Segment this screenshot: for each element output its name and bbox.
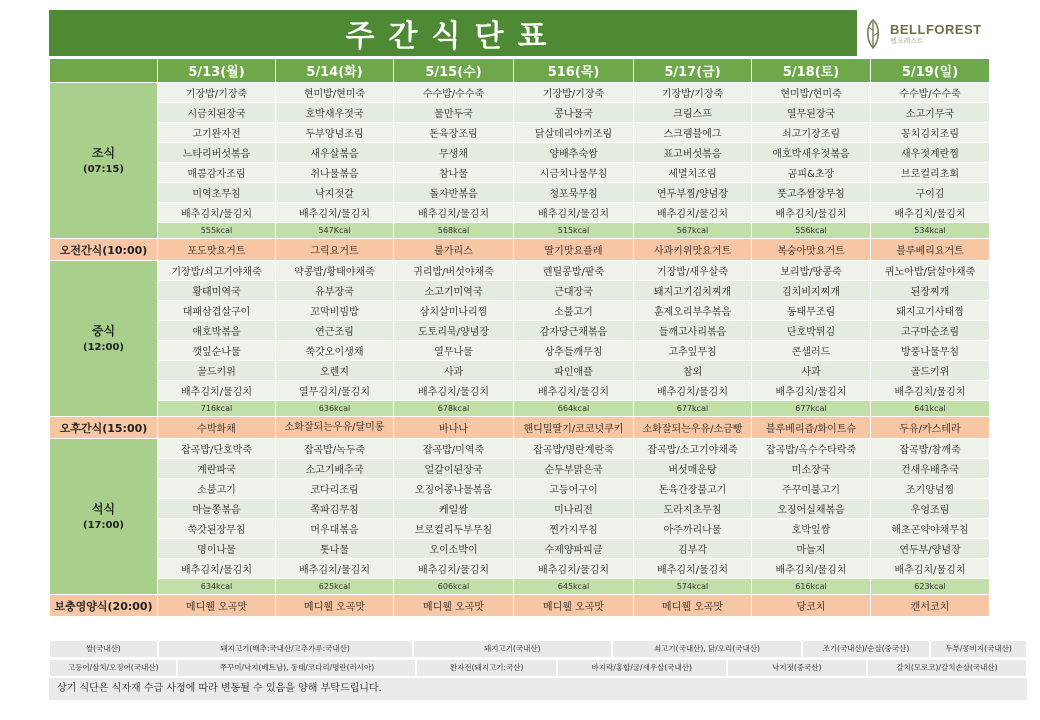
menu-cell: 배추김치/물김치 [871, 381, 990, 401]
menu-cell: 배추김치/물김치 [634, 203, 752, 223]
menu-cell: 수제양파피클 [514, 539, 634, 559]
day-header: 5/19(일) [871, 59, 990, 83]
menu-cell: 두부양념조림 [276, 123, 394, 143]
menu-cell: 마늘쫑볶음 [158, 499, 276, 519]
am_snack-row [50, 239, 990, 261]
menu-cell: 배추김치/물김치 [752, 381, 871, 401]
snack-cell: 바나나 [394, 417, 514, 439]
menu-cell: 계란파국 [158, 459, 276, 479]
menu-cell: 돌자반볶음 [394, 183, 514, 203]
snack-cell: 소화잘되는우유/소금빵 [634, 417, 752, 439]
snack-cell: 캔서코치 [871, 595, 990, 617]
supplement-label: 보충영양식(20:00) [50, 595, 158, 617]
menu-cell: 삼치살미나리찜 [394, 301, 514, 321]
menu-cell: 연두부찜/양념장 [634, 183, 752, 203]
snack-cell: 메디웰 오곡맛 [634, 595, 752, 617]
menu-cell: 열무김치/물김치 [276, 381, 394, 401]
menu-cell: 호박잎쌈 [752, 519, 871, 539]
brand-name: BELLFOREST [890, 22, 982, 37]
brand-subtitle: 벨포레스트 [890, 37, 924, 45]
menu-cell: 렌틸콩밥/팥죽 [514, 261, 634, 281]
menu-cell: 아주까리나물 [634, 519, 752, 539]
menu-cell: 도토리묵/양념장 [394, 321, 514, 341]
menu-cell: 스크램블에그 [634, 123, 752, 143]
menu-cell: 현미밥/현미죽 [276, 83, 394, 103]
menu-row [50, 103, 990, 123]
menu-cell: 잡곡밥/단호박죽 [158, 439, 276, 459]
kcal-cell: 616kcal [752, 579, 871, 595]
menu-cell: 배추김치/물김치 [514, 559, 634, 579]
snack-cell: 블루베리요거트 [871, 239, 990, 261]
menu-cell: 배추김치/물김치 [871, 559, 990, 579]
am_snack-label: 오전간식(10:00) [50, 239, 158, 261]
menu-cell: 코다리조림 [276, 479, 394, 499]
menu-cell: 수수밥/수수죽 [871, 83, 990, 103]
menu-cell: 새우살볶음 [276, 143, 394, 163]
menu-cell: 오징어콩나물볶음 [394, 479, 514, 499]
menu-cell: 감자당근채볶음 [514, 321, 634, 341]
origin-item: 쭈꾸미/낙지(베트남), 동태/코다리/명란(러시아) [177, 659, 416, 677]
snack-cell: 두유/카스테라 [871, 417, 990, 439]
menu-cell: 사과 [752, 361, 871, 381]
kcal-cell: 641kcal [871, 401, 990, 417]
menu-cell: 파인애플 [514, 361, 634, 381]
menu-cell: 소불고기 [514, 301, 634, 321]
brand-logo [862, 14, 992, 54]
origin-item: 쌀(국내산) [49, 640, 158, 658]
pm_snack-row [50, 417, 990, 439]
menu-cell: 배추김치/물김치 [634, 559, 752, 579]
menu-cell: 구이김 [871, 183, 990, 203]
kcal-cell: 574kcal [634, 579, 752, 595]
snack-cell: 불가리스 [394, 239, 514, 261]
menu-row [50, 143, 990, 163]
kcal-cell: 716kcal [158, 401, 276, 417]
menu-row [50, 183, 990, 203]
day-header: 5/15(수) [394, 59, 514, 83]
origin-item: 낙지젓(중국산) [727, 659, 867, 677]
menu-cell: 잡곡밥/소고기야채죽 [634, 439, 752, 459]
menu-cell: 느타리버섯볶음 [158, 143, 276, 163]
meal-name: 중식 [91, 324, 116, 338]
menu-cell: 기장밥/기장죽 [514, 83, 634, 103]
snack-cell: 그릭요거트 [276, 239, 394, 261]
menu-cell: 표고버섯볶음 [634, 143, 752, 163]
menu-cell: 케일쌈 [394, 499, 514, 519]
snack-cell: 블루베리즙/화이트슈 [752, 417, 871, 439]
menu-cell: 오징어실채볶음 [752, 499, 871, 519]
menu-cell: 오이소박이 [394, 539, 514, 559]
pm_snack-label: 오후간식(15:00) [50, 417, 158, 439]
menu-cell: 기장밥/쇠고기야채죽 [158, 261, 276, 281]
menu-cell: 배추김치/물김치 [394, 381, 514, 401]
menu-cell: 곰피&초장 [752, 163, 871, 183]
menu-cell: 명이나물 [158, 539, 276, 559]
snack-cell: 소화잘되는우유/달미롱 [276, 417, 394, 439]
menu-cell: 현미밥/현미죽 [752, 83, 871, 103]
menu-cell: 배추김치/물김치 [871, 203, 990, 223]
header-row [50, 59, 990, 83]
menu-cell: 사과 [394, 361, 514, 381]
menu-cell: 잡곡밥/미역죽 [394, 439, 514, 459]
menu-cell: 새우젓계란찜 [871, 143, 990, 163]
kcal-cell: 636kcal [276, 401, 394, 417]
supplement-row [50, 595, 990, 617]
menu-cell: 양배추숙쌈 [514, 143, 634, 163]
menu-cell: 시금치나물무침 [514, 163, 634, 183]
kcal-cell: 625kcal [276, 579, 394, 595]
menu-row [50, 83, 990, 103]
menu-cell: 주꾸미불고기 [752, 479, 871, 499]
origin-item: 돼지고기(배추:국내산/고추가루:국내산) [158, 640, 413, 658]
menu-row [50, 321, 990, 341]
menu-cell: 배추김치/물김치 [158, 203, 276, 223]
menu-cell: 잡곡밥/녹두죽 [276, 439, 394, 459]
menu-row [50, 123, 990, 143]
menu-cell: 소불고기 [158, 479, 276, 499]
day-header: 5/13(월) [158, 59, 276, 83]
snack-cell: 메디웰 오곡맛 [158, 595, 276, 617]
meal-time: (12:00) [83, 342, 124, 353]
menu-cell: 버섯매운탕 [634, 459, 752, 479]
menu-cell: 배추김치/물김치 [752, 559, 871, 579]
menu-row [50, 439, 990, 459]
menu-cell: 배추김치/물김치 [276, 203, 394, 223]
kcal-cell: 645kcal [514, 579, 634, 595]
snack-cell: 딸기맛요플레 [514, 239, 634, 261]
origin-item: 완자전(돼지고기:국산) [416, 659, 556, 677]
menu-cell: 고등어구이 [514, 479, 634, 499]
menu-cell: 건새우배추국 [871, 459, 990, 479]
menu-cell: 근대장국 [514, 281, 634, 301]
menu-cell: 황태미역국 [158, 281, 276, 301]
meal-name: 조식 [91, 146, 116, 160]
leaf-logo-icon [862, 18, 884, 50]
menu-row [50, 301, 990, 321]
menu-cell: 대패삼겹살구이 [158, 301, 276, 321]
snack-cell: 수박화채 [158, 417, 276, 439]
lunch-label-cell [50, 261, 158, 417]
snack-cell: 복숭아맛요거트 [752, 239, 871, 261]
menu-cell: 꽁치김치조림 [871, 123, 990, 143]
menu-cell: 애호박볶음 [158, 321, 276, 341]
menu-cell: 낙지젓갈 [276, 183, 394, 203]
day-header: 5/14(화) [276, 59, 394, 83]
day-header: 5/17(금) [634, 59, 752, 83]
menu-cell: 고추잎무침 [634, 341, 752, 361]
menu-cell: 배추김치/물김치 [276, 559, 394, 579]
origin-item: 조기(국내산)/순살(중국산) [802, 640, 930, 658]
menu-row [50, 203, 990, 223]
snack-cell: 당코치 [752, 595, 871, 617]
menu-cell: 쪽파김무침 [276, 499, 394, 519]
origin-item: 돼지고기(국내산) [413, 640, 613, 658]
menu-cell: 배추김치/물김치 [514, 381, 634, 401]
menu-cell: 미나리전 [514, 499, 634, 519]
menu-row [50, 163, 990, 183]
snack-cell: 핸디밀딸기/코코넛쿠키 [514, 417, 634, 439]
kcal-cell: 567kcal [634, 223, 752, 239]
menu-cell: 오렌지 [276, 361, 394, 381]
menu-cell: 동태무조림 [752, 301, 871, 321]
header-corner [50, 59, 158, 83]
kcal-cell: 534kcal [871, 223, 990, 239]
menu-cell: 얼갈이된장국 [394, 459, 514, 479]
menu-row [50, 559, 990, 579]
menu-row [50, 281, 990, 301]
menu-cell: 무생채 [394, 143, 514, 163]
menu-cell: 배추김치/물김치 [394, 559, 514, 579]
menu-cell: 기장밥/새우살죽 [634, 261, 752, 281]
snack-cell: 메디웰 오곡맛 [394, 595, 514, 617]
menu-cell: 배추김치/물김치 [514, 203, 634, 223]
menu-cell: 열무된장국 [752, 103, 871, 123]
meal-time: (07:15) [83, 164, 124, 175]
menu-row [50, 539, 990, 559]
menu-cell: 마늘지 [752, 539, 871, 559]
menu-cell: 쑥갓오이생채 [276, 341, 394, 361]
menu-cell: 애호박새우젓볶음 [752, 143, 871, 163]
kcal-row [50, 579, 990, 595]
kcal-cell: 677kcal [634, 401, 752, 417]
snack-cell: 메디웰 오곡맛 [276, 595, 394, 617]
origin-info-row [49, 659, 1027, 677]
menu-cell: 우엉조림 [871, 499, 990, 519]
menu-cell: 김치비지찌개 [752, 281, 871, 301]
kcal-cell: 515kcal [514, 223, 634, 239]
menu-cell: 찐가지무침 [514, 519, 634, 539]
menu-cell: 크림스프 [634, 103, 752, 123]
menu-cell: 돼지고기사태찜 [871, 301, 990, 321]
menu-cell: 약콩밥/황태야채죽 [276, 261, 394, 281]
menu-cell: 된장찌개 [871, 281, 990, 301]
menu-cell: 상추들깨무침 [514, 341, 634, 361]
day-header: 5/18(토) [752, 59, 871, 83]
menu-cell: 배추김치/물김치 [394, 203, 514, 223]
menu-cell: 해초곤약야채무침 [871, 519, 990, 539]
menu-cell: 귀리밥/버섯야채죽 [394, 261, 514, 281]
menu-row [50, 361, 990, 381]
menu-cell: 참나물 [394, 163, 514, 183]
kcal-cell: 634kcal [158, 579, 276, 595]
origin-item: 두부/콩비지(국내산) [930, 640, 1027, 658]
menu-cell: 머우대볶음 [276, 519, 394, 539]
menu-cell: 열무나물 [394, 341, 514, 361]
day-header: 516(목) [514, 59, 634, 83]
menu-cell: 김부각 [634, 539, 752, 559]
menu-cell: 배추김치/물김치 [158, 559, 276, 579]
menu-cell: 잡곡밥/명란계란죽 [514, 439, 634, 459]
menu-cell: 호박새우젓국 [276, 103, 394, 123]
menu-cell: 연두부/양념장 [871, 539, 990, 559]
menu-row [50, 499, 990, 519]
snack-cell: 포도맛요거트 [158, 239, 276, 261]
menu-row [50, 341, 990, 361]
kcal-cell: 547Kcal [276, 223, 394, 239]
origin-item: 쇠고기(국내산), 닭/오리(국내산) [612, 640, 802, 658]
menu-cell: 깻잎순나물 [158, 341, 276, 361]
menu-cell: 돼지고기김치찌개 [634, 281, 752, 301]
menu-cell: 도라지초무침 [634, 499, 752, 519]
menu-row [50, 519, 990, 539]
menu-row [50, 261, 990, 281]
menu-cell: 콘샐러드 [752, 341, 871, 361]
menu-row [50, 459, 990, 479]
menu-cell: 꼬막비빔밥 [276, 301, 394, 321]
menu-cell: 브로컬리두부무침 [394, 519, 514, 539]
menu-cell: 연근조림 [276, 321, 394, 341]
menu-cell: 물만두국 [394, 103, 514, 123]
menu-cell: 세멸치조림 [634, 163, 752, 183]
menu-cell: 시금치된장국 [158, 103, 276, 123]
menu-cell: 닭살데리야끼조림 [514, 123, 634, 143]
menu-row [50, 479, 990, 499]
menu-cell: 매콤감자조림 [158, 163, 276, 183]
origin-item: 고등어/삼치/오징어(국내산) [49, 659, 177, 677]
menu-cell: 콩나물국 [514, 103, 634, 123]
menu-cell: 쇠고기장조림 [752, 123, 871, 143]
menu-cell: 풋고추쌈장무침 [752, 183, 871, 203]
menu-cell: 취나물볶음 [276, 163, 394, 183]
menu-cell: 돈육장조림 [394, 123, 514, 143]
menu-cell: 소고기배추국 [276, 459, 394, 479]
kcal-cell: 555kcal [158, 223, 276, 239]
footnote: 상기 식단은 식자재 수급 사정에 따라 변동될 수 있음을 양해 부탁드립니다. [49, 678, 1027, 700]
menu-cell: 미소장국 [752, 459, 871, 479]
menu-cell: 훈제오리부추볶음 [634, 301, 752, 321]
menu-cell: 고기완자전 [158, 123, 276, 143]
menu-cell: 수수밥/수수죽 [394, 83, 514, 103]
kcal-cell: 606kcal [394, 579, 514, 595]
menu-cell: 보리밥/땅콩죽 [752, 261, 871, 281]
snack-cell: 사과키위맛요거트 [634, 239, 752, 261]
menu-cell: 방풍나물무침 [871, 341, 990, 361]
weekly-menu-table [49, 58, 990, 617]
origin-item: 갈치(모로코)/갈치손살(국내산) [867, 659, 1027, 677]
menu-cell: 퀴노아밥/닭살야채죽 [871, 261, 990, 281]
meal-name: 석식 [91, 502, 116, 516]
menu-cell: 잡곡밥/참깨죽 [871, 439, 990, 459]
menu-row [50, 381, 990, 401]
kcal-cell: 556kcal [752, 223, 871, 239]
menu-cell: 유부장국 [276, 281, 394, 301]
menu-cell: 쑥갓된장무침 [158, 519, 276, 539]
origin-item: 바지락/홍합/굴/새우살(국내산) [557, 659, 727, 677]
kcal-row [50, 223, 990, 239]
menu-cell: 돈육간장불고기 [634, 479, 752, 499]
menu-cell: 소고기미역국 [394, 281, 514, 301]
breakfast-label-cell [50, 83, 158, 239]
page-title: 주간식단표 [49, 10, 857, 56]
menu-cell: 배추김치/물김치 [752, 203, 871, 223]
kcal-cell: 623kcal [871, 579, 990, 595]
menu-cell: 미역초무침 [158, 183, 276, 203]
kcal-row [50, 401, 990, 417]
menu-cell: 잡곡밥/옥수수타락죽 [752, 439, 871, 459]
menu-cell: 골드키위 [871, 361, 990, 381]
origin-info-row [49, 640, 1027, 658]
menu-cell: 들깨고사리볶음 [634, 321, 752, 341]
dinner-label-cell [50, 439, 158, 595]
menu-cell: 배추김치/물김치 [158, 381, 276, 401]
menu-cell: 청포묵무침 [514, 183, 634, 203]
menu-cell: 조기양념찜 [871, 479, 990, 499]
menu-cell: 소고기무국 [871, 103, 990, 123]
menu-cell: 단호박튀김 [752, 321, 871, 341]
kcal-cell: 677kcal [752, 401, 871, 417]
menu-cell: 톳나물 [276, 539, 394, 559]
menu-cell: 기장밥/기장죽 [158, 83, 276, 103]
menu-cell: 배추김치/물김치 [634, 381, 752, 401]
kcal-cell: 568kcal [394, 223, 514, 239]
menu-cell: 순두부맑은국 [514, 459, 634, 479]
kcal-cell: 678kcal [394, 401, 514, 417]
snack-cell: 메디웰 오곡맛 [514, 595, 634, 617]
meal-time: (17:00) [83, 520, 124, 531]
menu-cell: 참외 [634, 361, 752, 381]
menu-cell: 브로컬리초회 [871, 163, 990, 183]
menu-cell: 골드키위 [158, 361, 276, 381]
kcal-cell: 664kcal [514, 401, 634, 417]
menu-cell: 기장밥/기장죽 [634, 83, 752, 103]
menu-cell: 고구마순조림 [871, 321, 990, 341]
